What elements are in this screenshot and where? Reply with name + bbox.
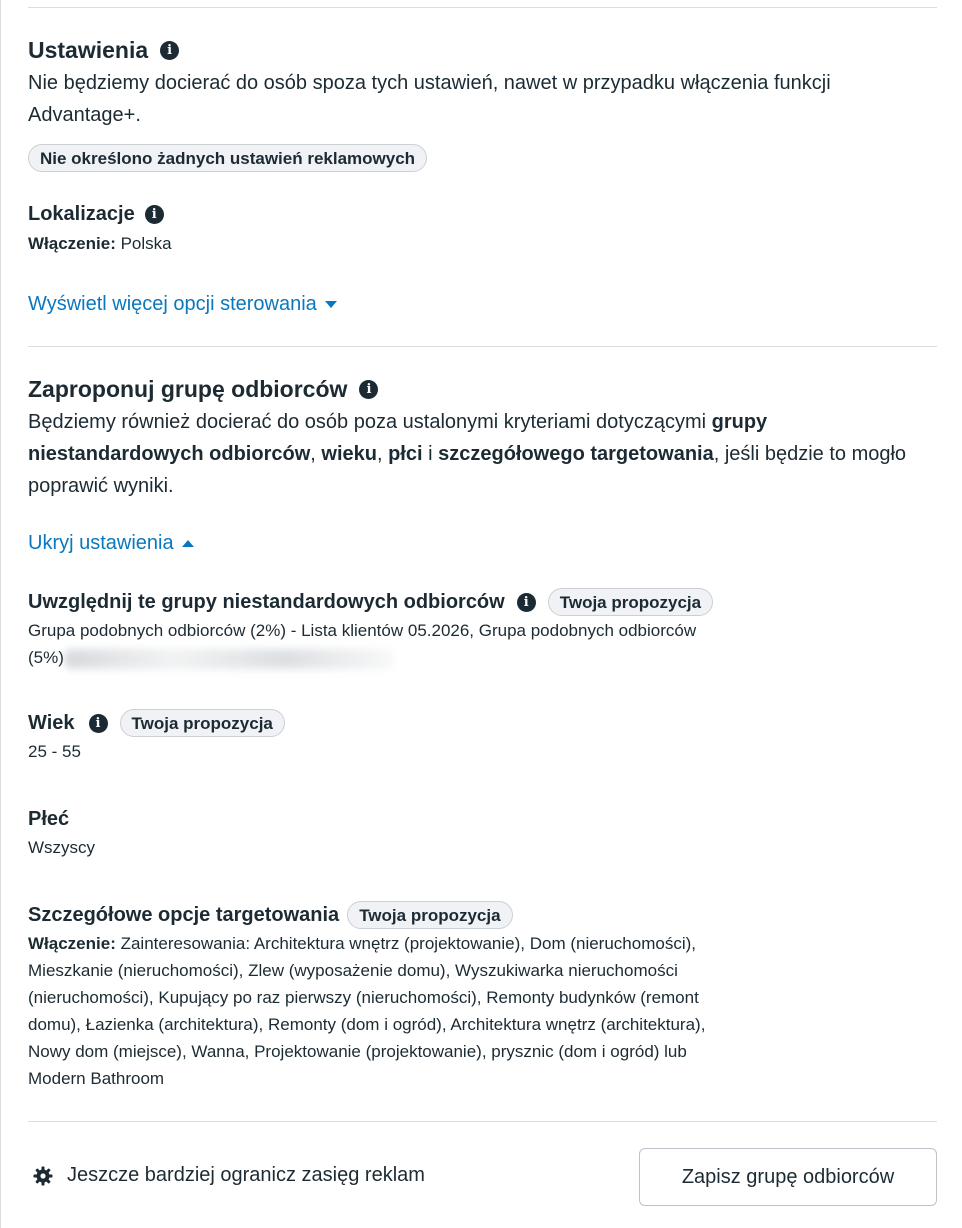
info-icon[interactable]: i — [160, 41, 179, 60]
gender-title: Płeć — [28, 808, 70, 830]
redacted-text — [64, 649, 394, 669]
locations-country: Polska — [120, 234, 172, 253]
suggest-desc-text: , — [376, 443, 389, 465]
locations-header — [28, 201, 164, 227]
detailed-line: (nieruchomości), Kupujący po raz pierwszy (nieruchomości), Remonty budynków (remont — [28, 988, 699, 1007]
detailed-line: domu), Łazienka (architektura), Remonty (dom i ogród), Architektura wnętrz (architektura), — [28, 1015, 706, 1034]
suggest-title: Zaproponuj grupę odbiorców — [28, 376, 348, 402]
detailed-line: Mieszkanie (nieruchomości), Zlew (wyposażenie domu), Wyszukiwarka nieruchomości — [28, 961, 678, 980]
custom-audiences-title: Uwzględnij te grupy niestandardowych odbiorców — [28, 591, 505, 613]
detailed-label: Włączenie: — [28, 934, 116, 953]
divider-top — [28, 7, 937, 8]
suggest-desc-text: , jeśli będzie to mogło poprawić wyniki. — [28, 443, 907, 497]
settings-title: Ustawienia — [28, 37, 149, 63]
custom-audiences-line-text: (5%) — [28, 648, 64, 667]
suggest-desc-bold: grupy niestandardowych odbiorców — [28, 411, 768, 465]
custom-audiences-line: Grupa podobnych odbiorców (2%) - Lista klientów 05.2026, Grupa podobnych odbiorców — [28, 621, 697, 640]
gear-icon — [33, 1166, 53, 1186]
info-icon[interactable]: i — [517, 593, 536, 612]
custom-audiences-header — [28, 588, 713, 616]
suggest-desc-text: , — [310, 443, 322, 465]
caret-up-icon — [182, 540, 194, 547]
divider-middle — [28, 346, 937, 347]
divider-bottom — [28, 1121, 937, 1122]
age-header — [28, 709, 285, 737]
suggest-header — [28, 375, 378, 403]
custom-audiences-line-2 — [28, 644, 908, 671]
custom-audiences-value — [28, 617, 908, 671]
info-icon[interactable]: i — [145, 205, 164, 224]
suggest-desc-bold: wieku — [321, 443, 377, 465]
gender-value: Wszyscy — [28, 838, 96, 857]
restrict-reach-label: Jeszcze bardziej ogranicz zasięg reklam — [67, 1164, 425, 1186]
more-controls-link[interactable] — [28, 291, 337, 317]
your-suggestion-badge: Twoja propozycja — [347, 901, 512, 929]
suggest-description — [28, 406, 933, 502]
detailed-line: Modern Bathroom — [28, 1069, 165, 1088]
detailed-line — [28, 930, 933, 957]
locations-title: Lokalizacje — [28, 203, 135, 225]
no-ad-settings-badge: Nie określono żadnych ustawień reklamowych — [28, 144, 427, 172]
detailed-line: Nowy dom (miejsce), Wanna, Projektowanie (projektowanie), prysznic (dom i ogród) lub — [28, 1042, 687, 1061]
info-icon[interactable]: i — [359, 380, 378, 399]
save-audience-button[interactable]: Zapisz grupę odbiorców — [639, 1148, 937, 1206]
settings-header — [28, 36, 179, 64]
detailed-value — [28, 930, 933, 1092]
age-title: Wiek — [28, 712, 75, 734]
suggest-desc-text: i — [422, 443, 439, 465]
your-suggestion-badge: Twoja propozycja — [120, 709, 285, 737]
info-icon[interactable]: i — [89, 714, 108, 733]
hide-settings-label: Ukryj ustawienia — [28, 532, 174, 554]
settings-description: Nie będziemy docierać do osób spoza tych ustawień, nawet w przypadku włączenia funkcji Advantage+. — [28, 72, 831, 126]
locations-label: Włączenie: — [28, 234, 116, 253]
more-controls-label: Wyświetl więcej opcji sterowania — [28, 293, 317, 315]
detailed-header — [28, 901, 513, 929]
locations-value — [28, 230, 172, 257]
restrict-reach-link[interactable] — [33, 1164, 425, 1187]
suggest-desc-text: Będziemy również docierać do osób poza ustalonymi kryteriami dotyczącymi — [28, 411, 712, 433]
detailed-title: Szczegółowe opcje targetowania — [28, 904, 340, 926]
your-suggestion-badge: Twoja propozycja — [548, 588, 713, 616]
hide-settings-link[interactable] — [28, 530, 194, 556]
suggest-desc-bold: płci — [388, 443, 423, 465]
suggest-desc-bold: szczegółowego targetowania — [438, 443, 714, 465]
caret-down-icon — [325, 301, 337, 308]
detailed-line-text: Zainteresowania: Architektura wnętrz (projektowanie), Dom (nieruchomości), — [120, 934, 696, 953]
age-value: 25 - 55 — [28, 742, 81, 761]
